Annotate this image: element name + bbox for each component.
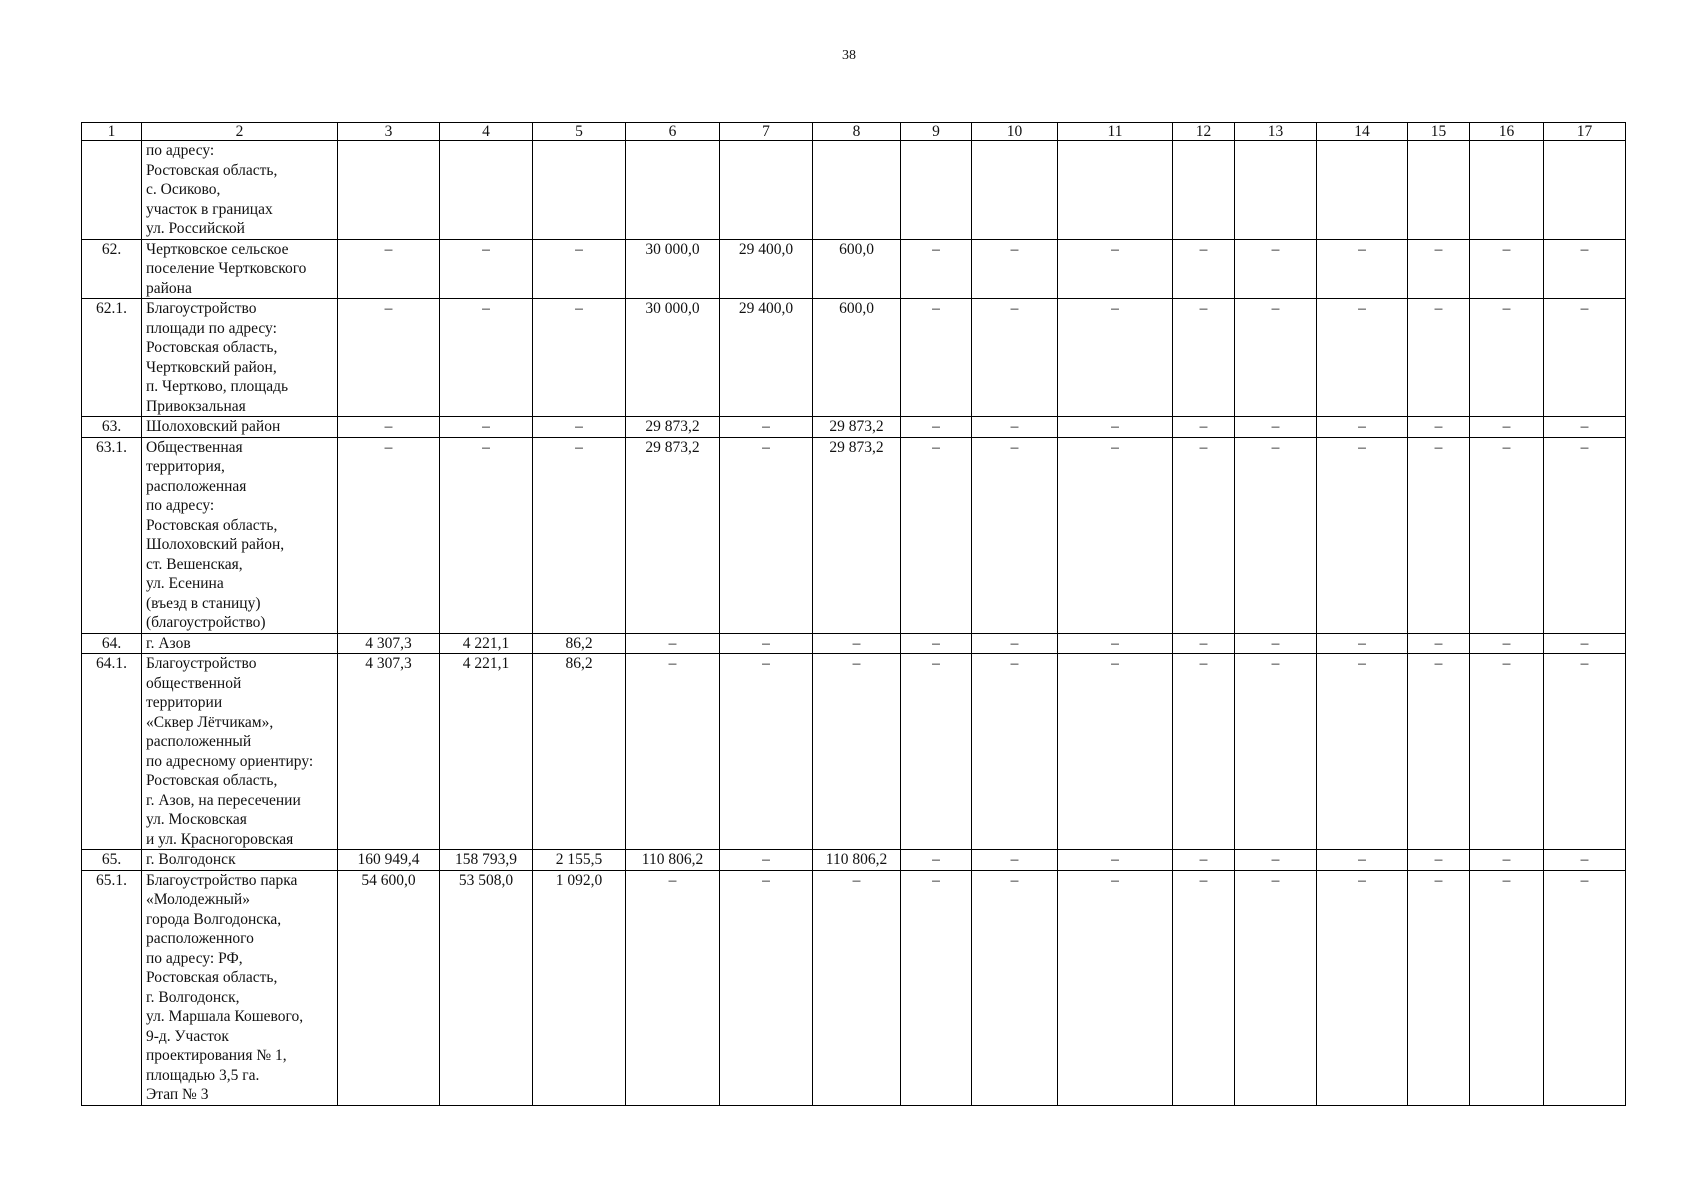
value-cell-col-7: – xyxy=(720,850,813,871)
value-cell-col-10: – xyxy=(972,239,1058,299)
value-cell-col-10: – xyxy=(972,417,1058,438)
row-name-line: ст. Вешенская, xyxy=(146,555,243,573)
value-cell-col-16: – xyxy=(1470,239,1544,299)
row-number: 62.1. xyxy=(82,299,142,417)
row-name-line: расположенная xyxy=(146,477,247,495)
value-cell-col-12: – xyxy=(1173,654,1235,850)
row-name-line: г. Азов, на пересечении xyxy=(146,791,301,809)
value-cell-col-3: 4 307,3 xyxy=(338,654,440,850)
value-cell-col-13: – xyxy=(1235,417,1317,438)
value-cell-col-9: – xyxy=(901,437,972,633)
value-cell-col-6: 29 873,2 xyxy=(626,417,720,438)
row-name-line: (въезд в станицу) xyxy=(146,594,261,612)
column-number-4: 4 xyxy=(440,123,533,141)
value-cell-col-14: – xyxy=(1317,417,1408,438)
value-cell-col-5 xyxy=(533,141,626,240)
value-cell-col-11: – xyxy=(1058,299,1173,417)
value-cell-col-12: – xyxy=(1173,850,1235,871)
table-row xyxy=(82,141,1626,240)
table-row xyxy=(82,850,1626,871)
value-cell-col-8: 29 873,2 xyxy=(813,437,901,633)
value-cell-col-7: 29 400,0 xyxy=(720,299,813,417)
value-cell-col-16 xyxy=(1470,141,1544,240)
value-cell-col-7: – xyxy=(720,870,813,1105)
value-cell-col-13 xyxy=(1235,141,1317,240)
value-cell-col-10: – xyxy=(972,654,1058,850)
value-cell-col-14: – xyxy=(1317,437,1408,633)
value-cell-col-4: – xyxy=(440,299,533,417)
value-cell-col-14: – xyxy=(1317,654,1408,850)
value-cell-col-13: – xyxy=(1235,870,1317,1105)
value-cell-col-16: – xyxy=(1470,417,1544,438)
row-name-line: расположенный xyxy=(146,733,252,750)
value-cell-col-10: – xyxy=(972,299,1058,417)
row-name-line: по адресу: xyxy=(146,497,215,514)
value-cell-col-12: – xyxy=(1173,299,1235,417)
row-number: 63. xyxy=(82,417,142,438)
row-name-line: и ул. Красногоровская xyxy=(146,830,294,848)
value-cell-col-11 xyxy=(1058,141,1173,240)
row-number: 65.1. xyxy=(82,870,142,1105)
column-number-6: 6 xyxy=(626,123,720,141)
page-number: 38 xyxy=(842,48,856,63)
row-name xyxy=(142,850,338,871)
value-cell-col-15: – xyxy=(1408,654,1470,850)
value-cell-col-7 xyxy=(720,141,813,240)
value-cell-col-4: 4 221,1 xyxy=(440,633,533,654)
row-name-line: ул. Есенина xyxy=(146,575,224,592)
value-cell-col-4: – xyxy=(440,437,533,633)
row-number: 63.1. xyxy=(82,437,142,633)
column-number-14: 14 xyxy=(1317,123,1408,141)
column-number-5: 5 xyxy=(533,123,626,141)
row-name-line: Чертковское сельское xyxy=(146,240,289,258)
value-cell-col-6: 110 806,2 xyxy=(626,850,720,871)
value-cell-col-12: – xyxy=(1173,870,1235,1105)
row-name-line: Привокзальная xyxy=(146,397,246,415)
row-name xyxy=(142,654,338,850)
value-cell-col-11: – xyxy=(1058,417,1173,438)
value-cell-col-9: – xyxy=(901,633,972,654)
row-name-line: Благоустройство xyxy=(146,300,257,317)
value-cell-col-14: – xyxy=(1317,870,1408,1105)
table-row xyxy=(82,633,1626,654)
value-cell-col-3: – xyxy=(338,437,440,633)
column-number-7: 7 xyxy=(720,123,813,141)
value-cell-col-15: – xyxy=(1408,437,1470,633)
value-cell-col-6: 30 000,0 xyxy=(626,239,720,299)
value-cell-col-7: – xyxy=(720,417,813,438)
value-cell-col-8: – xyxy=(813,870,901,1105)
row-name-line: Ростовская область, xyxy=(146,339,278,356)
value-cell-col-5: 2 155,5 xyxy=(533,850,626,871)
row-name-line: территория, xyxy=(146,458,225,475)
value-cell-col-11: – xyxy=(1058,870,1173,1105)
row-name-line: Шолоховский район, xyxy=(146,536,285,553)
value-cell-col-3: 160 949,4 xyxy=(338,850,440,871)
value-cell-col-14: – xyxy=(1317,850,1408,871)
column-number-15: 15 xyxy=(1408,123,1470,141)
value-cell-col-16: – xyxy=(1470,850,1544,871)
value-cell-col-6: 30 000,0 xyxy=(626,299,720,417)
row-name xyxy=(142,633,338,654)
value-cell-col-10: – xyxy=(972,633,1058,654)
value-cell-col-12: – xyxy=(1173,239,1235,299)
row-name-line: Ростовская область, xyxy=(146,516,278,534)
row-name-line: г. Волгодонск, xyxy=(146,988,240,1006)
row-name-line: территории xyxy=(146,694,223,711)
row-name-line: г. Волгодонск xyxy=(146,851,236,868)
value-cell-col-9: – xyxy=(901,654,972,850)
row-name-line: Шолоховский район xyxy=(146,418,281,435)
value-cell-col-11: – xyxy=(1058,633,1173,654)
column-number-1: 1 xyxy=(82,123,142,141)
value-cell-col-14: – xyxy=(1317,633,1408,654)
value-cell-col-6 xyxy=(626,141,720,240)
value-cell-col-6: 29 873,2 xyxy=(626,437,720,633)
value-cell-col-7: – xyxy=(720,633,813,654)
row-name-line: проектирования № 1, xyxy=(146,1047,287,1064)
row-name-line: общественной xyxy=(146,674,242,692)
value-cell-col-11: – xyxy=(1058,654,1173,850)
row-name-line: площади по адресу: xyxy=(146,319,277,337)
table-row xyxy=(82,417,1626,438)
value-cell-col-11: – xyxy=(1058,850,1173,871)
value-cell-col-9: – xyxy=(901,417,972,438)
value-cell-col-12 xyxy=(1173,141,1235,240)
value-cell-col-9: – xyxy=(901,850,972,871)
value-cell-col-4: 4 221,1 xyxy=(440,654,533,850)
value-cell-col-16: – xyxy=(1470,654,1544,850)
value-cell-col-4: 53 508,0 xyxy=(440,870,533,1105)
value-cell-col-8: 600,0 xyxy=(813,299,901,417)
value-cell-col-12: – xyxy=(1173,417,1235,438)
value-cell-col-14: – xyxy=(1317,239,1408,299)
value-cell-col-6: – xyxy=(626,633,720,654)
row-name-line: Благоустройство xyxy=(146,655,257,672)
value-cell-col-8: – xyxy=(813,654,901,850)
column-number-9: 9 xyxy=(901,123,972,141)
table-row xyxy=(82,870,1626,1105)
value-cell-col-11: – xyxy=(1058,239,1173,299)
value-cell-col-15: – xyxy=(1408,870,1470,1105)
value-cell-col-13: – xyxy=(1235,239,1317,299)
column-number-3: 3 xyxy=(338,123,440,141)
row-name-line: Этап № 3 xyxy=(146,1086,209,1103)
row-name-line: «Молодежный» xyxy=(146,891,250,908)
value-cell-col-4: – xyxy=(440,417,533,438)
value-cell-col-10 xyxy=(972,141,1058,240)
value-cell-col-17: – xyxy=(1544,437,1626,633)
table-body xyxy=(82,141,1626,1106)
value-cell-col-5: 1 092,0 xyxy=(533,870,626,1105)
value-cell-col-10: – xyxy=(972,850,1058,871)
row-name-line: по адресному ориентиру: xyxy=(146,752,314,770)
value-cell-col-3: – xyxy=(338,239,440,299)
value-cell-col-3 xyxy=(338,141,440,240)
value-cell-col-9: – xyxy=(901,870,972,1105)
value-cell-col-4 xyxy=(440,141,533,240)
value-cell-col-17: – xyxy=(1544,870,1626,1105)
row-name-line: п. Чертково, площадь xyxy=(146,378,289,395)
value-cell-col-15: – xyxy=(1408,239,1470,299)
value-cell-col-13: – xyxy=(1235,437,1317,633)
row-name-line: Чертковский район, xyxy=(146,358,277,376)
column-number-12: 12 xyxy=(1173,123,1235,141)
value-cell-col-7: – xyxy=(720,654,813,850)
row-name-line: поселение Чертковского xyxy=(146,260,307,277)
value-cell-col-9 xyxy=(901,141,972,240)
value-cell-col-6: – xyxy=(626,654,720,850)
row-name-line: расположенного xyxy=(146,930,254,947)
value-cell-col-7: 29 400,0 xyxy=(720,239,813,299)
value-cell-col-13: – xyxy=(1235,850,1317,871)
row-name xyxy=(142,239,338,299)
value-cell-col-7: – xyxy=(720,437,813,633)
row-name-line: г. Азов xyxy=(146,634,191,652)
column-number-16: 16 xyxy=(1470,123,1544,141)
row-name xyxy=(142,141,338,240)
value-cell-col-3: – xyxy=(338,299,440,417)
row-number: 64. xyxy=(82,633,142,654)
row-number: 62. xyxy=(82,239,142,299)
row-name-line: города Волгодонска, xyxy=(146,910,282,928)
value-cell-col-16: – xyxy=(1470,299,1544,417)
value-cell-col-9: – xyxy=(901,299,972,417)
value-cell-col-8: 110 806,2 xyxy=(813,850,901,871)
row-name-line: Благоустройство парка xyxy=(146,871,298,889)
value-cell-col-15: – xyxy=(1408,417,1470,438)
column-number-11: 11 xyxy=(1058,123,1173,141)
value-cell-col-5: 86,2 xyxy=(533,654,626,850)
value-cell-col-8: – xyxy=(813,633,901,654)
value-cell-col-17: – xyxy=(1544,633,1626,654)
value-cell-col-13: – xyxy=(1235,299,1317,417)
value-cell-col-3: – xyxy=(338,417,440,438)
column-number-8: 8 xyxy=(813,123,901,141)
row-name-line: ул. Московская xyxy=(146,811,247,828)
row-name-line: 9-д. Участок xyxy=(146,1027,229,1045)
value-cell-col-8 xyxy=(813,141,901,240)
row-name-line: «Сквер Лётчикам», xyxy=(146,713,274,731)
row-number xyxy=(82,141,142,240)
column-number-17: 17 xyxy=(1544,123,1626,141)
value-cell-col-3: 4 307,3 xyxy=(338,633,440,654)
table-row xyxy=(82,239,1626,299)
value-cell-col-13: – xyxy=(1235,654,1317,850)
value-cell-col-8: 600,0 xyxy=(813,239,901,299)
row-name-line: ул. Российской xyxy=(146,220,245,237)
value-cell-col-12: – xyxy=(1173,437,1235,633)
row-name-line: площадью 3,5 га. xyxy=(146,1066,260,1084)
value-cell-col-12: – xyxy=(1173,633,1235,654)
value-cell-col-5: – xyxy=(533,437,626,633)
value-cell-col-14 xyxy=(1317,141,1408,240)
value-cell-col-5: – xyxy=(533,417,626,438)
value-cell-col-17: – xyxy=(1544,654,1626,850)
row-name xyxy=(142,417,338,438)
value-cell-col-16: – xyxy=(1470,870,1544,1105)
value-cell-col-5: – xyxy=(533,239,626,299)
budget-table xyxy=(81,122,1626,1106)
value-cell-col-17: – xyxy=(1544,417,1626,438)
column-number-row xyxy=(82,123,1626,141)
row-name xyxy=(142,437,338,633)
value-cell-col-14: – xyxy=(1317,299,1408,417)
value-cell-col-17: – xyxy=(1544,299,1626,417)
row-name xyxy=(142,870,338,1105)
row-name-line: Ростовская область, xyxy=(146,969,278,986)
value-cell-col-4: – xyxy=(440,239,533,299)
value-cell-col-6: – xyxy=(626,870,720,1105)
column-number-10: 10 xyxy=(972,123,1058,141)
value-cell-col-8: 29 873,2 xyxy=(813,417,901,438)
row-name-line: участок в границах xyxy=(146,200,273,218)
row-number: 64.1. xyxy=(82,654,142,850)
row-name xyxy=(142,299,338,417)
value-cell-col-13: – xyxy=(1235,633,1317,654)
column-number-13: 13 xyxy=(1235,123,1317,141)
row-name-line: ул. Маршала Кошевого, xyxy=(146,1008,304,1025)
value-cell-col-16: – xyxy=(1470,437,1544,633)
row-name-line: (благоустройство) xyxy=(146,614,266,631)
value-cell-col-15: – xyxy=(1408,850,1470,871)
value-cell-col-15 xyxy=(1408,141,1470,240)
value-cell-col-11: – xyxy=(1058,437,1173,633)
row-name-line: по адресу: РФ, xyxy=(146,949,243,967)
value-cell-col-5: – xyxy=(533,299,626,417)
value-cell-col-17: – xyxy=(1544,239,1626,299)
value-cell-col-17: – xyxy=(1544,850,1626,871)
value-cell-col-15: – xyxy=(1408,633,1470,654)
table-row xyxy=(82,437,1626,633)
value-cell-col-17 xyxy=(1544,141,1626,240)
row-name-line: с. Осиково, xyxy=(146,181,221,198)
column-number-2: 2 xyxy=(142,123,338,141)
row-name-line: по адресу: xyxy=(146,142,215,159)
table-row xyxy=(82,299,1626,417)
value-cell-col-15: – xyxy=(1408,299,1470,417)
value-cell-col-5: 86,2 xyxy=(533,633,626,654)
row-name-line: Общественная xyxy=(146,438,243,456)
row-name-line: района xyxy=(146,279,192,297)
value-cell-col-10: – xyxy=(972,437,1058,633)
row-number: 65. xyxy=(82,850,142,871)
row-name-line: Ростовская область, xyxy=(146,161,278,179)
value-cell-col-16: – xyxy=(1470,633,1544,654)
value-cell-col-9: – xyxy=(901,239,972,299)
row-name-line: Ростовская область, xyxy=(146,772,278,789)
value-cell-col-3: 54 600,0 xyxy=(338,870,440,1105)
value-cell-col-10: – xyxy=(972,870,1058,1105)
value-cell-col-4: 158 793,9 xyxy=(440,850,533,871)
table-row xyxy=(82,654,1626,850)
